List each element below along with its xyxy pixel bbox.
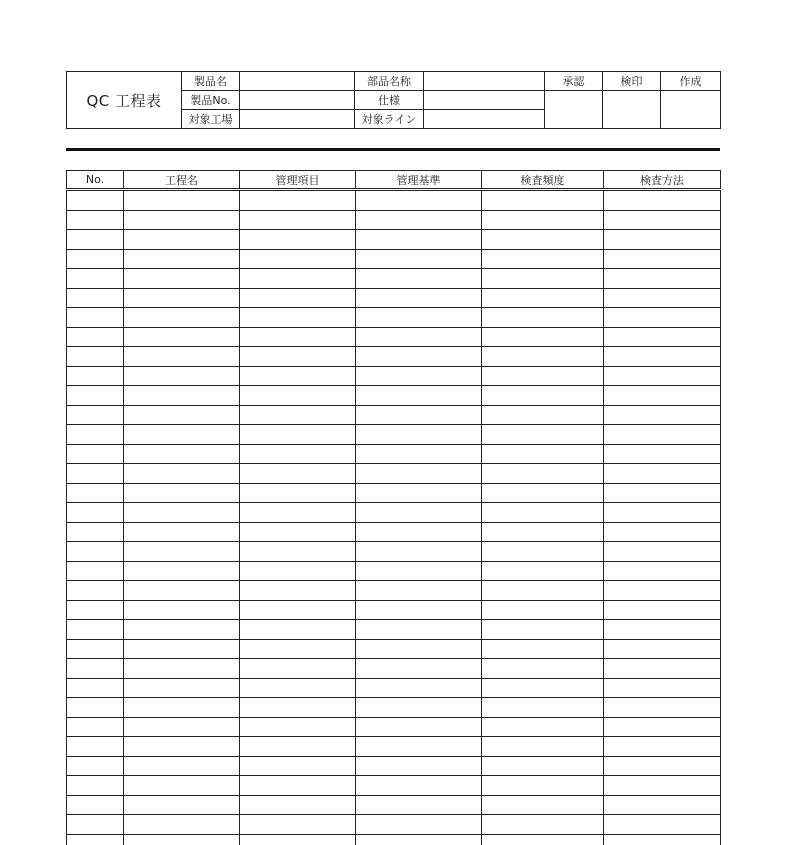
table-row [67, 210, 721, 230]
table-cell[interactable] [67, 288, 124, 308]
table-cell[interactable] [482, 308, 604, 328]
approval-stamp-box[interactable] [545, 91, 603, 129]
table-cell[interactable] [124, 288, 240, 308]
table-cell[interactable] [240, 230, 356, 250]
table-cell[interactable] [356, 737, 482, 757]
table-row [67, 269, 721, 289]
table-cell[interactable] [67, 249, 124, 269]
table-cell[interactable] [67, 795, 124, 815]
table-cell[interactable] [604, 581, 721, 601]
table-cell[interactable] [67, 776, 124, 796]
table-cell[interactable] [240, 386, 356, 406]
table-cell[interactable] [604, 308, 721, 328]
table-cell[interactable] [124, 600, 240, 620]
table-cell[interactable] [67, 737, 124, 757]
table-row [67, 366, 721, 386]
table-cell[interactable] [240, 210, 356, 230]
table-row [67, 230, 721, 250]
table-cell[interactable] [482, 834, 604, 845]
table-row [67, 249, 721, 269]
table-cell[interactable] [356, 483, 482, 503]
table-cell[interactable] [604, 190, 721, 211]
table-cell[interactable] [482, 269, 604, 289]
table-cell[interactable] [356, 795, 482, 815]
table-cell[interactable] [482, 620, 604, 640]
table-row [67, 581, 721, 601]
col-header-inspection-method: 検査方法 [604, 171, 721, 190]
table-cell[interactable] [240, 542, 356, 562]
table-cell[interactable] [240, 561, 356, 581]
table-row [67, 620, 721, 640]
table-cell[interactable] [604, 483, 721, 503]
table-cell[interactable] [124, 678, 240, 698]
table-cell[interactable] [240, 678, 356, 698]
table-cell[interactable] [356, 503, 482, 523]
table-cell[interactable] [124, 210, 240, 230]
table-row [67, 659, 721, 679]
table-cell[interactable] [482, 210, 604, 230]
table-cell[interactable] [124, 190, 240, 211]
table-cell[interactable] [124, 815, 240, 835]
col-header-no: No. [67, 171, 124, 190]
table-cell[interactable] [482, 776, 604, 796]
table-cell[interactable] [124, 756, 240, 776]
table-cell[interactable] [604, 717, 721, 737]
table-cell[interactable] [604, 230, 721, 250]
table-cell[interactable] [67, 190, 124, 211]
inspection-stamp-label: 検印 [603, 72, 661, 91]
table-cell[interactable] [482, 444, 604, 464]
table-cell[interactable] [240, 659, 356, 679]
table-cell[interactable] [482, 522, 604, 542]
table-row [67, 542, 721, 562]
table-cell[interactable] [604, 542, 721, 562]
table-cell[interactable] [67, 600, 124, 620]
table-cell[interactable] [124, 366, 240, 386]
table-cell[interactable] [240, 366, 356, 386]
table-cell[interactable] [482, 503, 604, 523]
product-no-field[interactable] [240, 91, 355, 110]
product-name-label: 製品名 [182, 72, 240, 91]
table-cell[interactable] [124, 444, 240, 464]
table-cell[interactable] [124, 717, 240, 737]
table-cell[interactable] [240, 776, 356, 796]
table-cell[interactable] [356, 542, 482, 562]
table-cell[interactable] [356, 678, 482, 698]
table-cell[interactable] [240, 698, 356, 718]
table-row [67, 600, 721, 620]
table-row [67, 776, 721, 796]
table-row [67, 756, 721, 776]
table-cell[interactable] [240, 269, 356, 289]
table-cell[interactable] [482, 327, 604, 347]
table-cell[interactable] [356, 464, 482, 484]
col-header-inspection-frequency: 検査頻度 [482, 171, 604, 190]
table-cell[interactable] [124, 834, 240, 845]
table-cell[interactable] [67, 503, 124, 523]
table-cell[interactable] [482, 366, 604, 386]
table-cell[interactable] [240, 756, 356, 776]
table-cell[interactable] [67, 210, 124, 230]
table-row [67, 698, 721, 718]
table-cell[interactable] [604, 444, 721, 464]
table-cell[interactable] [240, 834, 356, 845]
part-name-label: 部品名称 [355, 72, 424, 91]
table-cell[interactable] [67, 327, 124, 347]
table-row [67, 678, 721, 698]
table-cell[interactable] [240, 600, 356, 620]
table-cell[interactable] [356, 600, 482, 620]
table-cell[interactable] [356, 269, 482, 289]
table-cell[interactable] [482, 737, 604, 757]
table-cell[interactable] [67, 542, 124, 562]
table-cell[interactable] [356, 834, 482, 845]
table-cell[interactable] [67, 269, 124, 289]
table-cell[interactable] [604, 210, 721, 230]
inspection-stamp-box[interactable] [603, 91, 661, 129]
table-cell[interactable] [356, 386, 482, 406]
target-line-field[interactable] [424, 110, 545, 129]
table-cell[interactable] [240, 347, 356, 367]
table-cell[interactable] [67, 678, 124, 698]
table-cell[interactable] [356, 561, 482, 581]
table-cell[interactable] [604, 678, 721, 698]
created-label: 作成 [661, 72, 721, 91]
table-body [67, 190, 721, 845]
table-cell[interactable] [124, 425, 240, 445]
table-cell[interactable] [240, 288, 356, 308]
table-cell[interactable] [604, 600, 721, 620]
table-cell[interactable] [604, 639, 721, 659]
table-header-row [67, 171, 721, 190]
table-cell[interactable] [482, 561, 604, 581]
table-cell[interactable] [604, 659, 721, 679]
table-cell[interactable] [482, 639, 604, 659]
table-cell[interactable] [604, 425, 721, 445]
table-row [67, 308, 721, 328]
table-cell[interactable] [67, 308, 124, 328]
table-cell[interactable] [67, 483, 124, 503]
table-cell[interactable] [604, 698, 721, 718]
table-row [67, 815, 721, 835]
table-cell[interactable] [604, 620, 721, 640]
table-cell[interactable] [124, 561, 240, 581]
table-cell[interactable] [124, 776, 240, 796]
header-block [66, 71, 721, 129]
table-cell[interactable] [482, 698, 604, 718]
table-row [67, 190, 721, 211]
table-cell[interactable] [240, 639, 356, 659]
table-cell[interactable] [124, 522, 240, 542]
table-cell[interactable] [604, 366, 721, 386]
table-cell[interactable] [604, 405, 721, 425]
table-cell[interactable] [604, 347, 721, 367]
table-cell[interactable] [124, 269, 240, 289]
table-cell[interactable] [604, 834, 721, 845]
table-cell[interactable] [482, 756, 604, 776]
table-cell[interactable] [482, 386, 604, 406]
table-cell[interactable] [482, 717, 604, 737]
table-cell[interactable] [356, 444, 482, 464]
table-cell[interactable] [124, 542, 240, 562]
table-cell[interactable] [67, 659, 124, 679]
table-cell[interactable] [604, 522, 721, 542]
table-cell[interactable] [482, 425, 604, 445]
table-cell[interactable] [482, 288, 604, 308]
table-cell[interactable] [604, 249, 721, 269]
table-cell[interactable] [240, 737, 356, 757]
table-row [67, 405, 721, 425]
table-cell[interactable] [240, 405, 356, 425]
page-title: QC 工程表 [67, 72, 182, 129]
table-cell[interactable] [67, 834, 124, 845]
table-cell[interactable] [240, 425, 356, 445]
table-cell[interactable] [356, 639, 482, 659]
table-cell[interactable] [482, 678, 604, 698]
table-cell[interactable] [124, 483, 240, 503]
table-cell[interactable] [67, 717, 124, 737]
table-row [67, 483, 721, 503]
table-row [67, 834, 721, 845]
table-cell[interactable] [240, 717, 356, 737]
table-cell[interactable] [67, 620, 124, 640]
table-cell[interactable] [604, 503, 721, 523]
table-cell[interactable] [240, 795, 356, 815]
target-line-label: 対象ライン [355, 110, 424, 129]
table-cell[interactable] [240, 190, 356, 211]
table-cell[interactable] [124, 249, 240, 269]
table-cell[interactable] [67, 425, 124, 445]
created-stamp-box[interactable] [661, 91, 721, 129]
table-cell[interactable] [124, 464, 240, 484]
table-cell[interactable] [67, 366, 124, 386]
table-cell[interactable] [67, 386, 124, 406]
table-row [67, 288, 721, 308]
table-cell[interactable] [240, 620, 356, 640]
col-header-process-name: 工程名 [124, 171, 240, 190]
table-cell[interactable] [124, 503, 240, 523]
table-cell[interactable] [356, 190, 482, 211]
table-cell[interactable] [356, 425, 482, 445]
part-name-field[interactable] [424, 72, 545, 91]
table-cell[interactable] [240, 581, 356, 601]
table-cell[interactable] [124, 327, 240, 347]
table-row [67, 795, 721, 815]
table-cell[interactable] [67, 639, 124, 659]
table-cell[interactable] [482, 659, 604, 679]
table-cell[interactable] [67, 230, 124, 250]
table-cell[interactable] [356, 405, 482, 425]
table-cell[interactable] [604, 756, 721, 776]
table-cell[interactable] [124, 698, 240, 718]
table-cell[interactable] [124, 639, 240, 659]
table-row [67, 386, 721, 406]
table-cell[interactable] [67, 561, 124, 581]
table-cell[interactable] [356, 210, 482, 230]
table-cell[interactable] [124, 620, 240, 640]
table-cell[interactable] [67, 464, 124, 484]
table-cell[interactable] [604, 815, 721, 835]
table-cell[interactable] [124, 386, 240, 406]
table-row [67, 425, 721, 445]
table-row [67, 717, 721, 737]
table-cell[interactable] [482, 405, 604, 425]
table-cell[interactable] [240, 444, 356, 464]
spec-label: 仕様 [355, 91, 424, 110]
approval-label: 承認 [545, 72, 603, 91]
table-cell[interactable] [356, 366, 482, 386]
table-cell[interactable] [124, 659, 240, 679]
table-cell[interactable] [240, 327, 356, 347]
table-cell[interactable] [604, 464, 721, 484]
table-cell[interactable] [240, 483, 356, 503]
table-cell[interactable] [482, 249, 604, 269]
table-cell[interactable] [356, 756, 482, 776]
table-cell[interactable] [124, 795, 240, 815]
table-row [67, 522, 721, 542]
table-cell[interactable] [240, 503, 356, 523]
table-cell[interactable] [124, 308, 240, 328]
table-cell[interactable] [356, 717, 482, 737]
table-cell[interactable] [482, 190, 604, 211]
table-cell[interactable] [67, 756, 124, 776]
table-cell[interactable] [240, 522, 356, 542]
table-row [67, 561, 721, 581]
product-no-label: 製品No. [182, 91, 240, 110]
target-factory-field[interactable] [240, 110, 355, 129]
table-row [67, 444, 721, 464]
table-cell[interactable] [124, 737, 240, 757]
table-cell[interactable] [356, 815, 482, 835]
target-factory-label: 対象工場 [182, 110, 240, 129]
table-cell[interactable] [482, 815, 604, 835]
table-cell[interactable] [240, 249, 356, 269]
table-cell[interactable] [124, 230, 240, 250]
table-cell[interactable] [124, 347, 240, 367]
table-cell[interactable] [356, 522, 482, 542]
table-cell[interactable] [356, 230, 482, 250]
table-cell[interactable] [356, 659, 482, 679]
table-cell[interactable] [482, 542, 604, 562]
table-cell[interactable] [356, 581, 482, 601]
table-cell[interactable] [67, 405, 124, 425]
table-row [67, 347, 721, 367]
table-cell[interactable] [604, 288, 721, 308]
table-cell[interactable] [482, 795, 604, 815]
table-row [67, 327, 721, 347]
table-cell[interactable] [67, 581, 124, 601]
spec-field[interactable] [424, 91, 545, 110]
table-cell[interactable] [67, 522, 124, 542]
table-cell[interactable] [604, 269, 721, 289]
table-cell[interactable] [240, 815, 356, 835]
table-cell[interactable] [604, 561, 721, 581]
table-cell[interactable] [67, 444, 124, 464]
table-cell[interactable] [124, 405, 240, 425]
table-cell[interactable] [67, 815, 124, 835]
table-cell[interactable] [482, 464, 604, 484]
product-name-field[interactable] [240, 72, 355, 91]
table-cell[interactable] [124, 581, 240, 601]
table-cell[interactable] [604, 386, 721, 406]
table-row [67, 639, 721, 659]
process-table [66, 170, 721, 845]
table-cell[interactable] [67, 698, 124, 718]
table-cell[interactable] [356, 776, 482, 796]
table-cell[interactable] [240, 464, 356, 484]
table-cell[interactable] [482, 483, 604, 503]
table-cell[interactable] [604, 776, 721, 796]
table-cell[interactable] [604, 737, 721, 757]
table-cell[interactable] [482, 347, 604, 367]
table-cell[interactable] [356, 327, 482, 347]
table-cell[interactable] [482, 230, 604, 250]
table-row [67, 464, 721, 484]
table-cell[interactable] [356, 249, 482, 269]
table-row [67, 737, 721, 757]
table-cell[interactable] [482, 581, 604, 601]
table-cell[interactable] [356, 308, 482, 328]
table-cell[interactable] [356, 347, 482, 367]
table-cell[interactable] [604, 327, 721, 347]
section-divider [66, 148, 720, 151]
table-cell[interactable] [356, 698, 482, 718]
table-cell[interactable] [356, 288, 482, 308]
col-header-control-item: 管理項目 [240, 171, 356, 190]
table-cell[interactable] [356, 620, 482, 640]
table-cell[interactable] [482, 600, 604, 620]
table-cell[interactable] [240, 308, 356, 328]
table-row [67, 503, 721, 523]
col-header-control-standard: 管理基準 [356, 171, 482, 190]
table-cell[interactable] [604, 795, 721, 815]
table-cell[interactable] [67, 347, 124, 367]
